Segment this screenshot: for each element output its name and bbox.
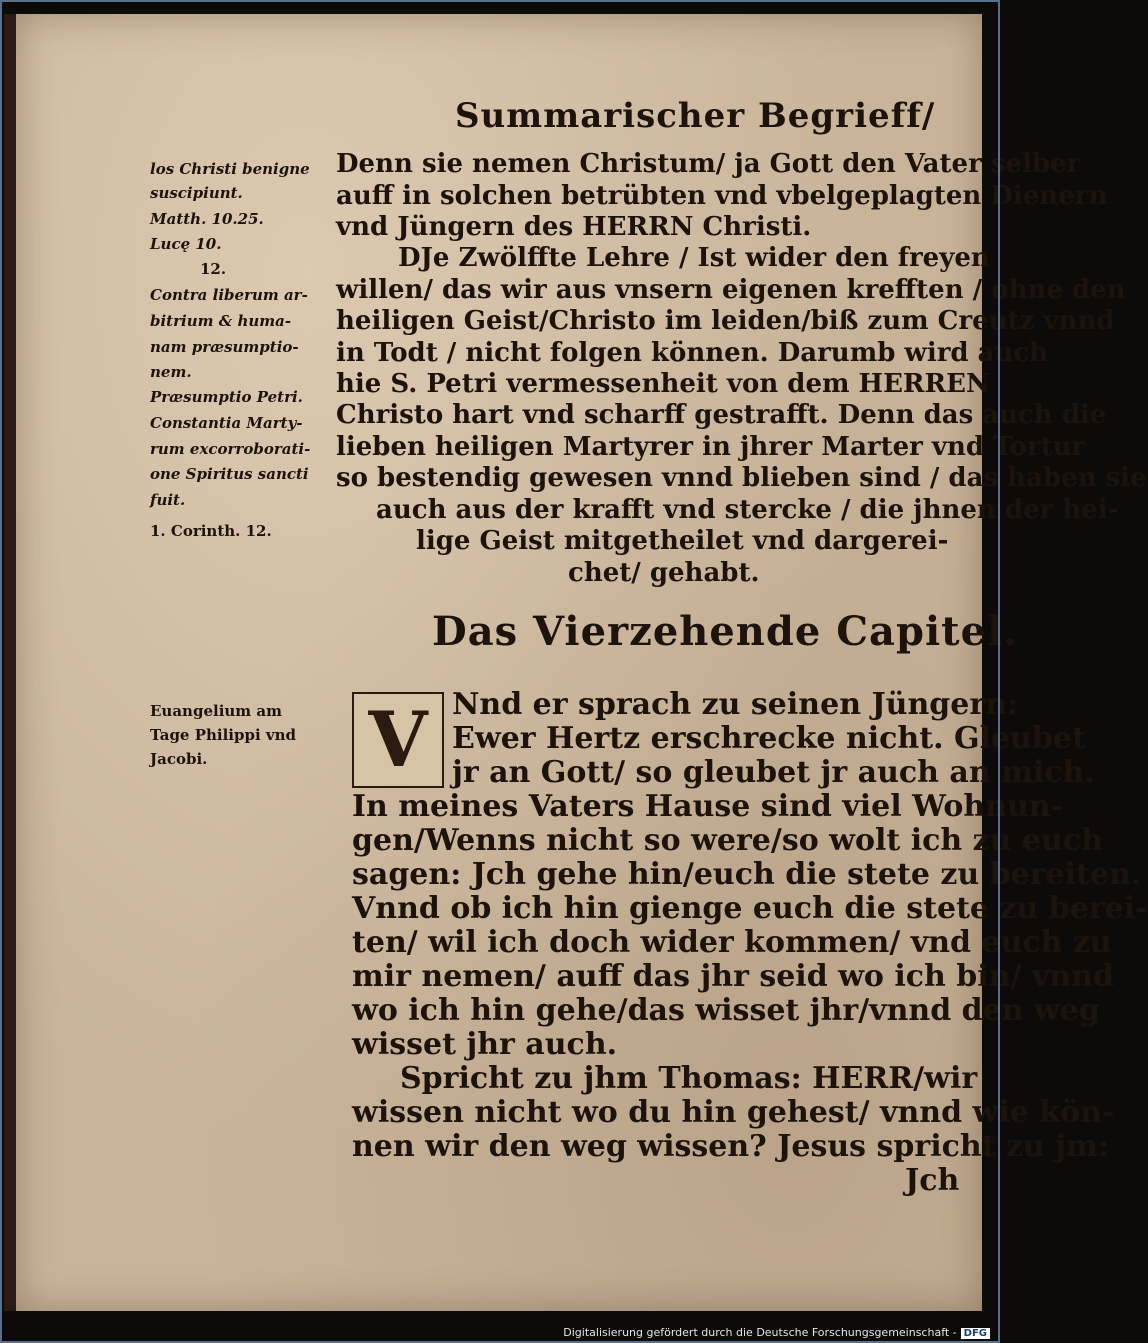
margin-note: rum excorroborati- bbox=[150, 440, 311, 458]
digitization-credit bbox=[563, 1326, 990, 1339]
body-line: heiligen Geist/Christo im leiden/biß zum Creutz vnnd bbox=[336, 306, 1115, 336]
chapter-line: mir nemen/ auff das jhr seid wo ich bin/ vnnd bbox=[352, 959, 1114, 994]
margin-note: Lucę 10. bbox=[150, 235, 222, 253]
chapter-line: gen/Wenns nicht so were/so wolt ich zu euch bbox=[352, 823, 1103, 858]
body-line: auff in solchen betrübten vnd vbelgeplagten Dienern bbox=[336, 181, 1108, 211]
chapter-line: Vnnd ob ich hin gienge euch die stete zu berei- bbox=[352, 891, 1148, 926]
body-line: hie S. Petri vermessenheit von dem HERREN bbox=[336, 369, 990, 399]
chapter-line: wissen nicht wo du hin gehest/ vnnd wie kön- bbox=[352, 1095, 1115, 1130]
body-line: lieben heiligen Martyrer in jhrer Marter vnd Tortur bbox=[336, 432, 1086, 462]
body-line: so bestendig gewesen vnnd blieben sind / das haben sie bbox=[336, 463, 1147, 493]
body-line: Christo hart vnd scharff gestrafft. Denn das auch die bbox=[336, 400, 1107, 430]
chapter-line: Spricht zu jhm Thomas: HERR/wir bbox=[400, 1061, 978, 1096]
margin-note: Constantia Marty- bbox=[150, 414, 303, 432]
margin-note: Jacobi. bbox=[150, 750, 208, 768]
margin-note: Euangelium am bbox=[150, 702, 282, 720]
decorated-initial: V bbox=[352, 692, 444, 788]
chapter-line: Nnd er sprach zu seinen Jüngern: bbox=[452, 687, 1019, 722]
margin-note: fuit. bbox=[150, 491, 186, 509]
chapter-line: wisset jhr auch. bbox=[352, 1027, 618, 1062]
chapter-line: In meines Vaters Hause sind viel Wohnun- bbox=[352, 789, 1064, 824]
chapter-title: Das Vierzehende Capitel. bbox=[432, 608, 1019, 655]
body-line: DJe Zwölffte Lehre / Ist wider den freyen bbox=[398, 243, 990, 273]
body-line: Denn sie nemen Christum/ ja Gott den Vater selber bbox=[336, 149, 1081, 179]
margin-note: 1. Corinth. 12. bbox=[150, 522, 272, 540]
margin-note: Tage Philippi vnd bbox=[150, 726, 296, 744]
chapter-line: jr an Gott/ so gleubet jr auch an mich. bbox=[452, 755, 1095, 790]
margin-note: los Christi benigne bbox=[150, 160, 310, 178]
margin-note: suscipiunt. bbox=[150, 184, 243, 202]
book-spine-edge bbox=[4, 14, 16, 1311]
dfg-logo: DFG bbox=[961, 1328, 990, 1339]
body-line: chet/ gehabt. bbox=[568, 558, 760, 588]
chapter-line: Ewer Hertz erschrecke nicht. Gleubet bbox=[452, 721, 1086, 756]
margin-note: Præsumptio Petri. bbox=[150, 388, 303, 406]
chapter-line: ten/ wil ich doch wider kommen/ vnd euch zu bbox=[352, 925, 1112, 960]
body-line: vnd Jüngern des HERRN Christi. bbox=[336, 212, 812, 242]
body-line: auch aus der krafft vnd stercke / die jhnen der hei- bbox=[376, 495, 1119, 525]
margin-note: bitrium & huma- bbox=[150, 312, 292, 330]
running-title: Summarischer Begrieff/ bbox=[455, 96, 936, 136]
body-line: lige Geist mitgetheilet vnd dargerei- bbox=[416, 526, 949, 556]
margin-note: nam præsumptio- bbox=[150, 338, 299, 356]
catchword: Jch bbox=[905, 1163, 960, 1198]
chapter-line: nen wir den weg wissen? Jesus spricht zu jm: bbox=[352, 1129, 1109, 1164]
chapter-line: wo ich hin gehe/das wisset jhr/vnnd den weg bbox=[352, 993, 1100, 1028]
margin-note: one Spiritus sancti bbox=[150, 465, 309, 483]
margin-note: Matth. 10.25. bbox=[150, 210, 264, 228]
margin-note: Contra liberum ar- bbox=[150, 286, 308, 304]
chapter-line: sagen: Jch gehe hin/euch die stete zu bereiten. bbox=[352, 857, 1142, 892]
margin-note: 12. bbox=[200, 260, 227, 278]
body-line: willen/ das wir aus vnsern eigenen krefften / ohne den bbox=[336, 275, 1126, 305]
margin-note: nem. bbox=[150, 363, 192, 381]
credit-text: Digitalisierung gefördert durch die Deutsche Forschungsgemeinschaft - bbox=[563, 1326, 957, 1339]
body-line: in Todt / nicht folgen können. Darumb wird auch bbox=[336, 338, 1049, 368]
